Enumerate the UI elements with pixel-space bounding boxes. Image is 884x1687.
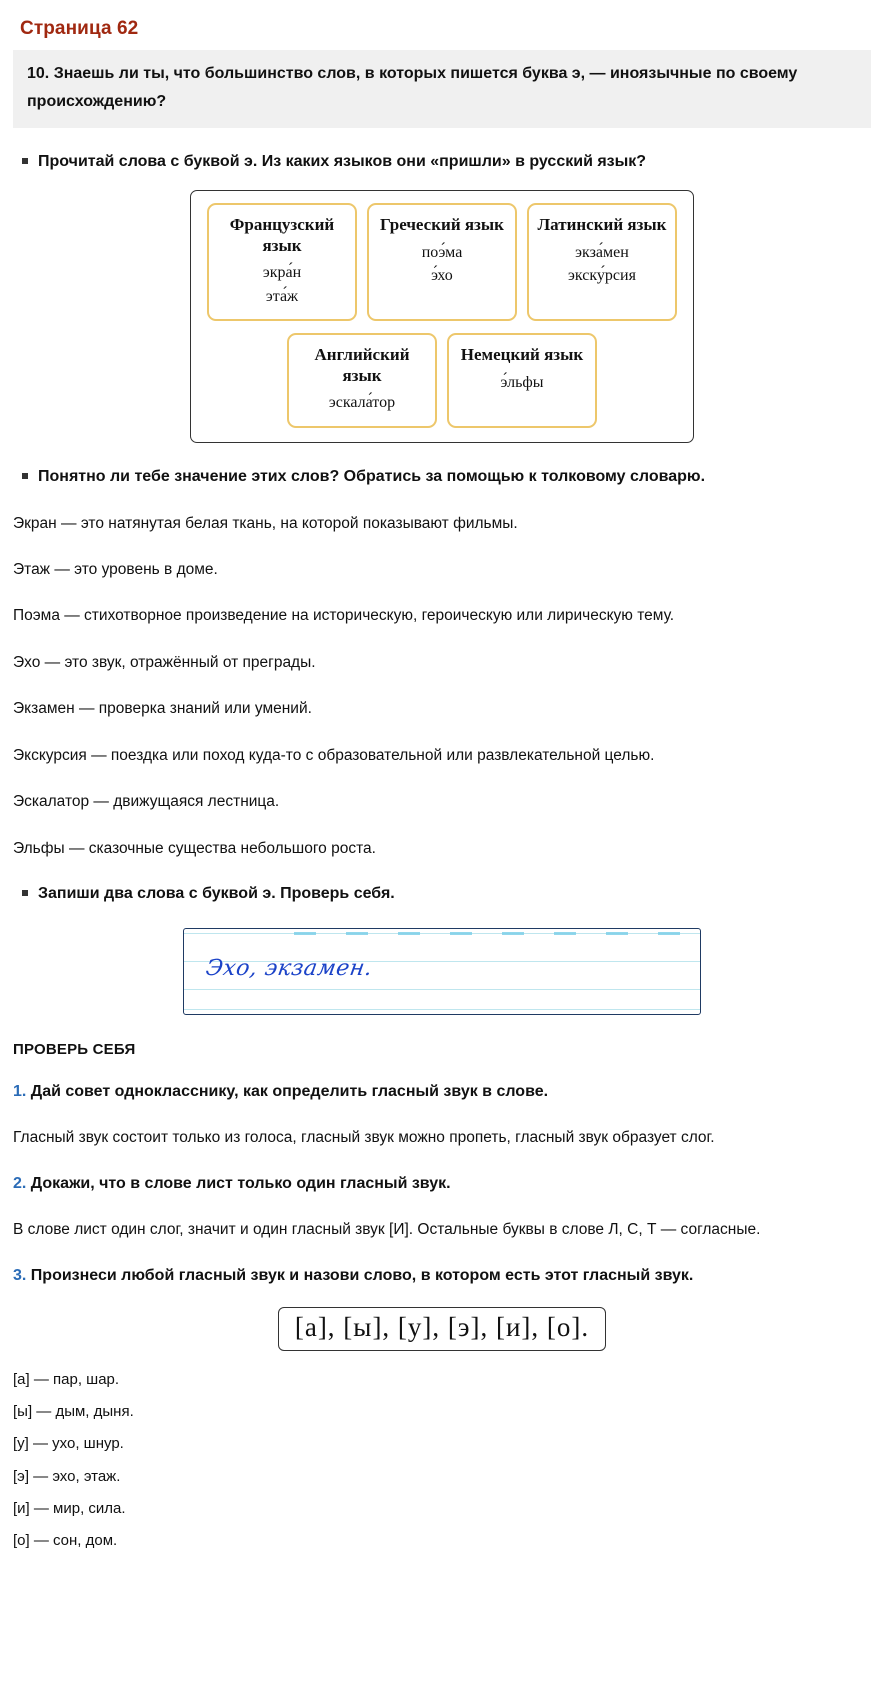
question-2-text: Докажи, что в слове лист только один гласный звук.: [30, 1174, 451, 1192]
language-name: Латинский язык: [537, 215, 667, 234]
language-word: экза́мен: [575, 243, 629, 261]
question-1-number: 1.: [13, 1083, 27, 1101]
language-word: эскала́тор: [328, 394, 396, 412]
vowels-box: [а], [ы], [у], [э], [и], [о].: [278, 1307, 606, 1351]
question-3-text: Произнеси любой гласный звук и назови слово, в котором есть этот гласный звук.: [30, 1266, 694, 1284]
prompt-read-words: [13, 150, 871, 174]
question-3: [13, 1264, 871, 1287]
language-word: эта́ж: [265, 287, 299, 305]
bullet-square-icon: [22, 158, 28, 164]
check-yourself-heading: ПРОВЕРЬ СЕБЯ: [13, 1041, 136, 1059]
languages-row-2: [201, 333, 683, 428]
definition-eskalator: Эскалатор — движущаяся лестница.: [13, 793, 280, 811]
vowels-area: [0, 1307, 884, 1351]
language-card-french: [207, 203, 357, 321]
language-name: Французский язык: [229, 215, 335, 255]
question-1-text: Дай совет однокласснику, как определить гласный звук в слове.: [30, 1083, 549, 1101]
ruled-line: [184, 1009, 700, 1010]
language-word: э́льфы: [500, 373, 544, 391]
language-word: экску́рсия: [568, 266, 636, 284]
sound-example-e: [э] — эхо, этаж.: [13, 1467, 121, 1485]
handwritten-answer: Эхо, экзамен.: [204, 956, 375, 982]
page-title: Страница 62: [20, 18, 139, 39]
task-question-block: 10. Знаешь ли ты, что большинство слов, в которых пишется буква э, — иноязычные по своему происхождению?: [13, 50, 871, 128]
sound-example-a: [а] — пар, шар.: [13, 1370, 120, 1388]
question-2-number: 2.: [13, 1174, 27, 1192]
definition-eho: Эхо — это звук, отражённый от преграды.: [13, 653, 316, 671]
sound-example-o: [о] — сон, дом.: [13, 1532, 118, 1550]
language-word: поэ́ма: [421, 243, 463, 261]
question-1: [13, 1080, 871, 1103]
answer-2: В слове лист один слог, значит и один гласный звук [И]. Остальные буквы в слове Л, С, Т — согласные.: [13, 1221, 761, 1239]
prompt-write-two: [13, 882, 871, 906]
bullet-square-icon: [22, 473, 28, 479]
sound-examples-list: [13, 1369, 871, 1552]
question-3-number: 3.: [13, 1266, 27, 1284]
dashed-guide-line: [294, 932, 690, 935]
question-2: [13, 1172, 871, 1195]
definition-ekskursiya: Экскурсия — поездка или поход куда-то с образовательной или развлекательной целью.: [13, 746, 655, 764]
ruled-line: [184, 989, 700, 990]
languages-diagram: [190, 190, 694, 443]
language-card-english: [287, 333, 437, 428]
prompt-write-two-label: Запиши два слова с буквой э. Проверь себя.: [38, 885, 395, 903]
definition-ekran: Экран — это натянутая белая ткань, на которой показывают фильмы.: [13, 514, 518, 532]
definition-ekzamen: Экзамен — проверка знаний или умений.: [13, 700, 312, 718]
definition-poema: Поэма — стихотворное произведение на историческую, героическую или лирическую тему.: [13, 607, 675, 625]
language-name: Греческий язык: [380, 215, 504, 234]
languages-row-1: [201, 203, 683, 321]
definition-etazh: Этаж — это уровень в доме.: [13, 560, 218, 578]
handwriting-area: [0, 928, 884, 1015]
language-name: Английский язык: [314, 344, 410, 385]
sound-example-u: [у] — ухо, шнур.: [13, 1435, 124, 1453]
prompt-meaning-label: Понятно ли тебе значение этих слов? Обратись за помощью к толковому словарю.: [38, 467, 706, 485]
language-name: Немецкий язык: [460, 344, 584, 364]
prompt-meaning: [13, 465, 871, 489]
sound-example-i: [и] — мир, сила.: [13, 1499, 126, 1517]
language-word: э́хо: [431, 266, 453, 284]
answer-1: Гласный звук состоит только из голоса, гласный звук можно пропеть, гласный звук образует слог.: [13, 1129, 715, 1147]
language-word: экра́н: [262, 264, 302, 282]
prompt-read-words-label: Прочитай слова с буквой э. Из каких языков они «пришли» в русский язык?: [38, 153, 647, 170]
handwriting-box[interactable]: [183, 928, 701, 1015]
language-card-german: [447, 333, 597, 428]
sound-example-y: [ы] — дым, дыня.: [13, 1403, 134, 1421]
language-card-greek: [367, 203, 517, 321]
language-card-latin: [527, 203, 677, 321]
definition-elfy: Эльфы — сказочные существа небольшого роста.: [13, 839, 376, 857]
bullet-square-icon: [22, 890, 28, 896]
